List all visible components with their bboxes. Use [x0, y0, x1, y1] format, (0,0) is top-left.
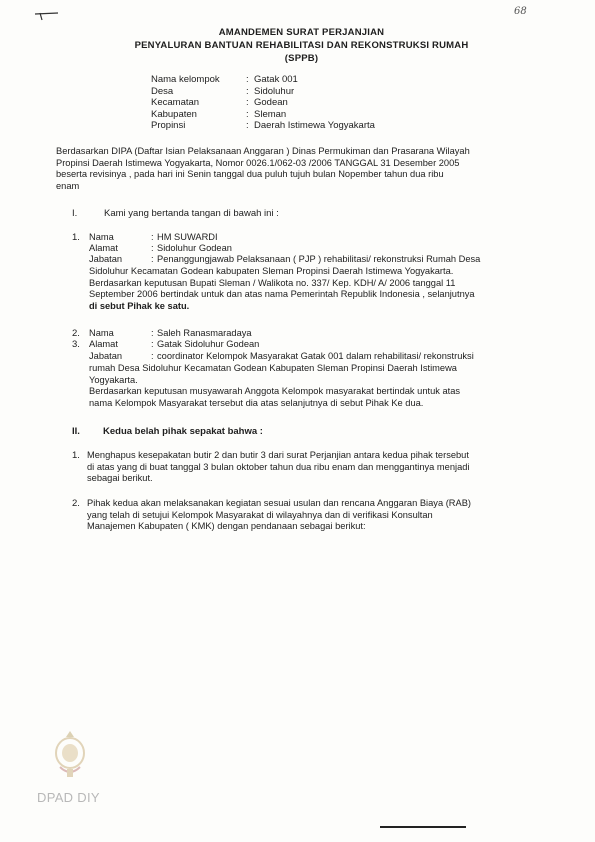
- intro-line: beserta revisinya , pada hari ini Senin tanggal dua puluh tujuh bulan Nopember tahun dua ribu: [56, 169, 444, 179]
- description-line: Sidoluhur Kecamatan Godean kabupaten Sleman Propinsi Daerah Istimewa Yogyakarta.: [89, 266, 454, 276]
- colon: :: [151, 351, 154, 361]
- description-line: Berdasarkan keputusan musyawarah Anggota Kelompok masyarakat bertindak untuk atas: [89, 386, 461, 396]
- identity-label: Nama kelompok: [151, 74, 220, 85]
- name-value: HM SUWARDI: [157, 232, 218, 242]
- address-label: Alamat: [89, 243, 118, 253]
- description-line: Yogyakarta.: [89, 374, 138, 385]
- agreement-line: Menghapus kesepakatan butir 2 dan butir 3 dari surat Perjanjian antara kedua pihak tersebut: [87, 450, 469, 460]
- agreement-1-text: [87, 450, 557, 485]
- address-label: Alamat: [89, 339, 118, 349]
- agreement-1-number: 1.: [72, 450, 80, 461]
- party-2-description: [89, 363, 559, 409]
- signature-line: [380, 826, 466, 828]
- address-value: Gatak Sidoluhur Godean: [157, 339, 260, 349]
- title-line-1: AMANDEMEN SURAT PERJANJIAN: [218, 27, 385, 38]
- intro-line: Propinsi Daerah Istimewa Yogyakarta, Nomor 0026.1/062-03 /2006 TANGGAL 31 Desember 2005: [56, 157, 460, 168]
- agreement-line: sebagai berikut.: [87, 473, 153, 483]
- position-value: coordinator Kelompok Masyarakat Gatak 001 dalam rehabilitasi/ rekonstruksi: [157, 351, 474, 361]
- colon: :: [151, 328, 154, 338]
- address-value: Sidoluhur Godean: [157, 243, 232, 253]
- identity-value: Sleman: [254, 108, 287, 120]
- title-line-3: (SPPB): [284, 53, 319, 64]
- intro-line: enam: [56, 180, 80, 191]
- title-line-2: PENYALURAN BANTUAN REHABILITASI DAN REKONSTRUKSI RUMAH: [134, 40, 469, 51]
- colon: :: [246, 120, 249, 131]
- name-label: Nama: [89, 328, 114, 338]
- identity-label: Propinsi: [151, 120, 186, 131]
- colon: :: [246, 85, 249, 97]
- description-line: September 2006 bertindak untuk dan atas nama Pemerintah Republik Indonesia , selanjutnya: [89, 289, 475, 299]
- colon: :: [246, 74, 249, 85]
- section-I-heading: Kami yang bertanda tangan di bawah ini :: [104, 208, 279, 219]
- party-1-number: 1.: [72, 232, 80, 243]
- identity-value: Godean: [254, 97, 288, 108]
- position-label: Jabatan: [89, 254, 123, 264]
- identity-value: Gatak 001: [254, 74, 298, 85]
- description-line: Berdasarkan keputusan Bupati Sleman / Walikota no. 337/ Kep. KDH/ A/ 2006 tanggal 11: [89, 277, 456, 288]
- party-2-position-row: [89, 351, 474, 363]
- party-1-name-row: [89, 232, 218, 244]
- identity-value: Daerah Istimewa Yogyakarta: [254, 120, 375, 131]
- identity-label: Kabupaten: [151, 108, 197, 120]
- intro-paragraph: [56, 146, 551, 192]
- description-line: di sebut Pihak ke satu.: [89, 300, 190, 311]
- party-2-number: 2.: [72, 328, 80, 339]
- position-value: Penanggungjawab Pelaksanaan ( PJP ) rehabilitasi/ rekonstruksi Rumah Desa: [157, 254, 481, 264]
- position-label: Jabatan: [89, 351, 123, 361]
- colon: :: [151, 232, 154, 242]
- identity-row: [151, 74, 375, 86]
- identity-row: [151, 109, 375, 121]
- party-2-address-row: [89, 339, 259, 351]
- pen-mark-icon: [34, 11, 60, 21]
- intro-line: Berdasarkan DIPA (Daftar Isian Pelaksanaan Anggaran ) Dinas Permukiman dan Prasarana Wilayah: [56, 146, 470, 156]
- agreement-2-text: [87, 498, 557, 533]
- colon: :: [246, 97, 249, 108]
- section-II-heading: Kedua belah pihak sepakat bahwa :: [103, 426, 263, 437]
- agreement-line: Manajemen Kabupaten ( KMK) dengan pendanaan sebagai berikut:: [87, 521, 366, 531]
- identity-row: [151, 97, 375, 109]
- description-line: rumah Desa Sidoluhur Kecamatan Godean Kabupaten Sleman Propinsi Daerah Istimewa: [89, 363, 457, 373]
- party-2-name-row: [89, 328, 252, 340]
- agreement-line: yang telah di setujui Kelompok Masyarakat di wilayahnya dan di verifikasi Konsultan: [87, 509, 433, 520]
- handwritten-page-number: 68: [514, 6, 527, 17]
- colon: :: [151, 243, 154, 253]
- name-label: Nama: [89, 232, 114, 242]
- name-value: Saleh Ranasmaradaya: [157, 328, 252, 338]
- identity-label: Kecamatan: [151, 97, 200, 108]
- identity-row: [151, 120, 375, 132]
- identity-value: Sidoluhur: [254, 85, 295, 97]
- party-1-address-row: [89, 243, 232, 255]
- party-3-number: 3.: [72, 339, 80, 350]
- identity-label: Desa: [151, 85, 174, 97]
- section-I-numeral: I.: [72, 208, 78, 219]
- colon: :: [246, 108, 249, 120]
- colon: :: [151, 339, 154, 349]
- agreement-line: di atas yang di buat tanggal 3 bulan oktober tahun dua ribu enam dan menggantinya menjadi: [87, 461, 470, 472]
- section-II-numeral: II.: [72, 426, 80, 437]
- colon: :: [151, 254, 154, 264]
- agreement-2-number: 2.: [72, 498, 80, 509]
- party-1-description: [89, 266, 559, 312]
- seal-logo-icon: [50, 729, 90, 779]
- agreement-line: Pihak kedua akan melaksanakan kegiatan sesuai usulan dan rencana Anggaran Biaya (RAB): [87, 498, 472, 508]
- description-line: nama Kelompok Masyarakat tersebut dia atas selanjutnya di sebut Pihak Ke dua.: [89, 397, 424, 408]
- party-1-position-row: [89, 254, 480, 266]
- watermark-text: DPAD DIY: [37, 790, 100, 805]
- identity-table: [151, 74, 375, 132]
- identity-row: [151, 86, 375, 98]
